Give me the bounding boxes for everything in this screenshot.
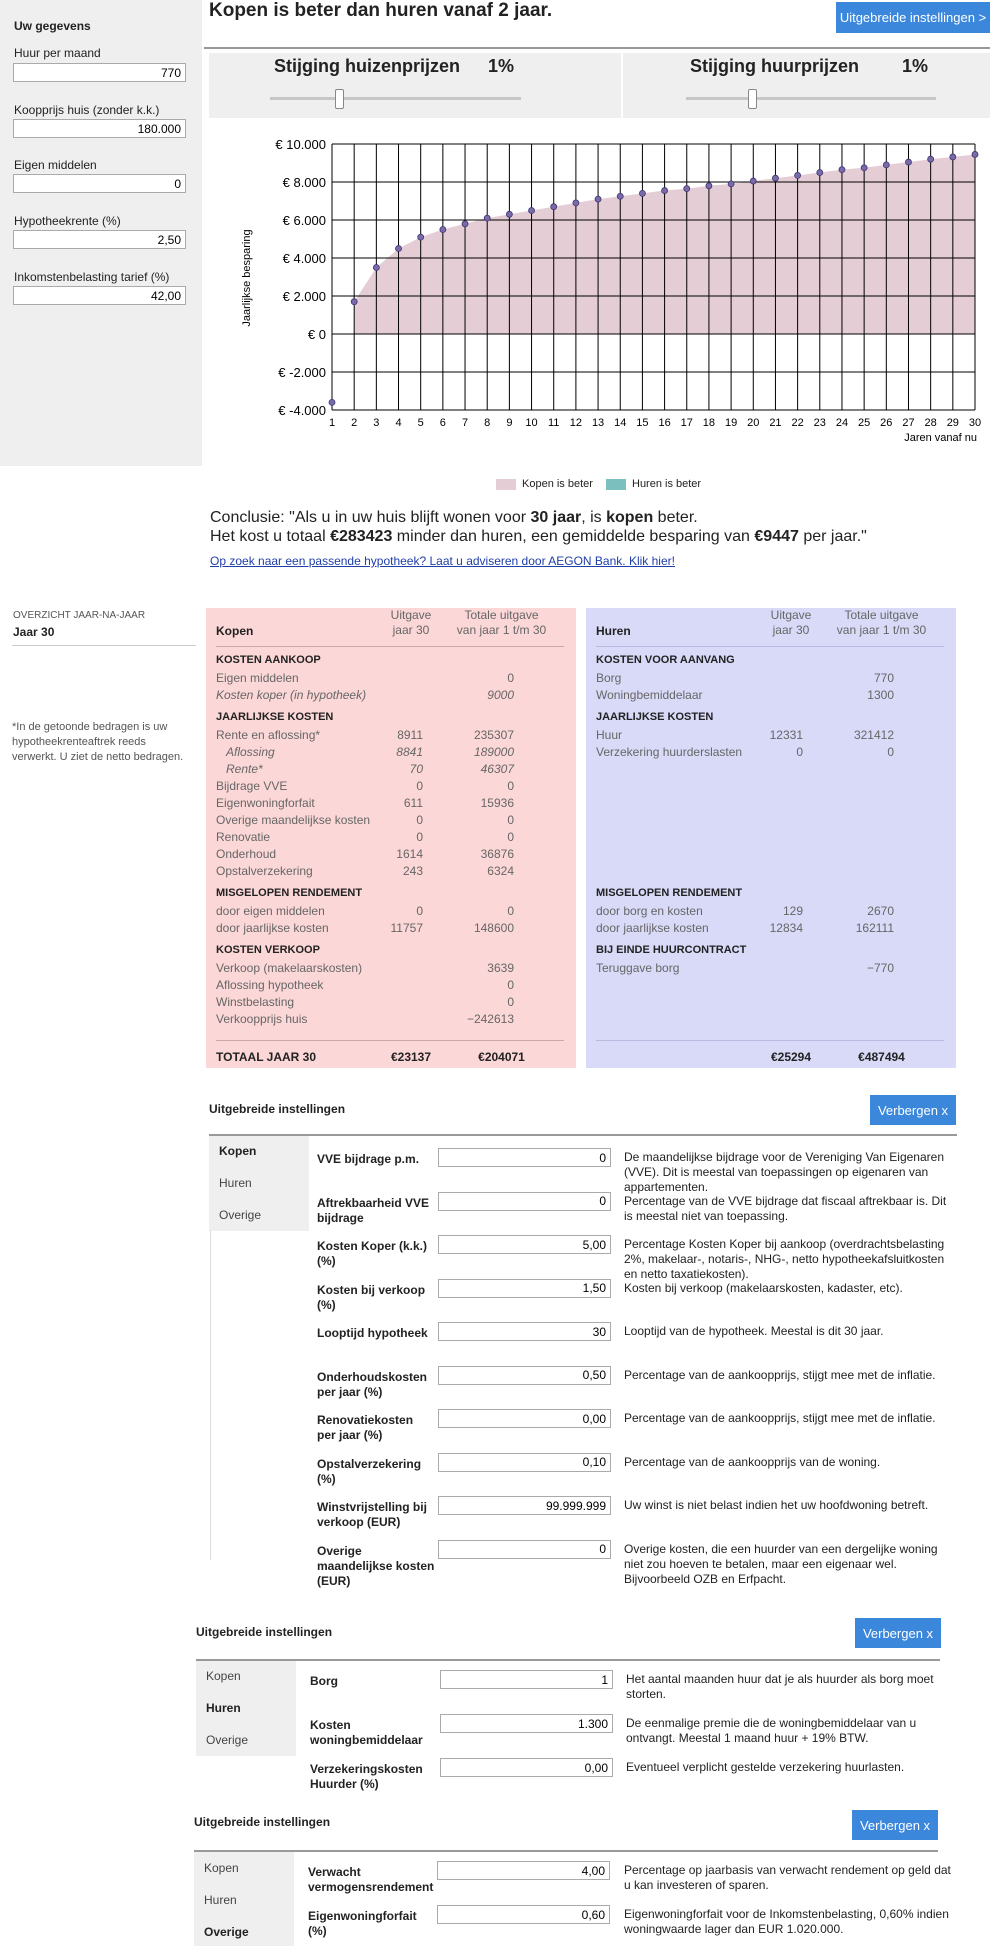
tax-input[interactable]	[13, 286, 186, 305]
buy-header-divider	[216, 646, 564, 647]
buy-row-label: Verkoopprijs huis	[216, 1012, 308, 1026]
rent-row-label: door borg en kosten	[596, 904, 703, 918]
x-tick-label: 8	[484, 417, 491, 429]
data-point	[861, 165, 867, 171]
buy-total-year: €23137	[390, 1050, 432, 1064]
savings-chart	[228, 128, 990, 458]
buy-row-total: 0	[507, 671, 514, 685]
buy-row-label: Aflossing	[226, 745, 275, 759]
data-point	[373, 265, 379, 271]
conclusion-average: €9447	[754, 528, 799, 545]
setting-input[interactable]	[438, 1366, 611, 1385]
buy-row-label: Renovatie	[216, 830, 271, 844]
tab-overige[interactable]: Overige	[204, 1925, 249, 1939]
rent-panel-title: Huren	[596, 624, 631, 638]
setting-input[interactable]	[438, 1540, 611, 1559]
buy-row-label: Opstalverzekering	[216, 864, 313, 878]
setting-input[interactable]	[438, 1235, 611, 1254]
buy-section-heading: KOSTEN AANKOOP	[216, 654, 321, 666]
setting-description: Percentage op jaarbasis van verwacht rendement op geld dat u kan investeren of sparen.	[624, 1863, 951, 1892]
advanced-rent-hide-button[interactable]: Verbergen x	[855, 1618, 941, 1648]
rent-col-year	[756, 608, 826, 638]
data-point	[684, 186, 690, 192]
x-tick-label: 28	[924, 417, 937, 429]
sidebar-title: Uw gegevens	[14, 19, 91, 33]
data-point	[706, 183, 712, 189]
rent-row-total: 1300	[867, 688, 894, 702]
x-tick-label: 26	[880, 417, 893, 429]
house-price-slider-value: 1%	[488, 56, 515, 76]
conclusion-part: , is	[581, 509, 607, 526]
advanced-other-divider	[194, 1850, 938, 1852]
buy-row-total: 9000	[487, 688, 514, 702]
buy-row-total: 0	[507, 995, 514, 1009]
advanced-rent-tabs	[196, 1661, 296, 1756]
header-divider	[204, 47, 990, 49]
x-tick-label: 14	[614, 417, 627, 429]
data-point	[529, 208, 535, 214]
buy-row-total: 0	[507, 830, 514, 844]
data-point	[795, 172, 801, 178]
tab-kopen[interactable]: Kopen	[219, 1144, 257, 1158]
conclusion-total: €283423	[330, 528, 393, 545]
advanced-rent-title: Uitgebreide instellingen	[196, 1625, 333, 1639]
setting-input[interactable]	[440, 1670, 613, 1689]
data-point	[595, 196, 601, 202]
rent-slider-track[interactable]	[686, 97, 936, 100]
setting-label: Kosten Koper (k.k.) (%)	[317, 1239, 428, 1268]
data-point	[772, 175, 778, 181]
input-sidebar	[0, 0, 202, 466]
rent-row-year: 129	[782, 904, 803, 918]
x-tick-label: 1	[328, 417, 336, 429]
conclusion-part: Conclusie: "Als u in uw huis blijft wonen voor	[210, 509, 531, 526]
setting-description: Het aantal maanden huur dat je als huurder als borg moet storten.	[626, 1672, 934, 1701]
setting-description: Kosten bij verkoop (makelaarskosten, kadaster, etc).	[624, 1280, 903, 1295]
setting-label: Kosten bij verkoop (%)	[317, 1282, 426, 1312]
setting-label: Renovatiekosten per jaar (%)	[317, 1413, 414, 1442]
buy-row-total: 36876	[480, 847, 514, 861]
rent-col-total	[829, 608, 934, 638]
setting-input[interactable]	[438, 1409, 611, 1428]
legend-item-buy	[496, 478, 593, 490]
page-headline: Kopen is beter dan huren vanaf 2 jaar.	[209, 0, 553, 21]
rent-slider-box	[623, 53, 990, 118]
buy-cost-panel	[206, 608, 576, 1068]
x-tick-label: 22	[791, 417, 804, 429]
rent-slider-value: 1%	[902, 56, 929, 76]
buy-row-label: Verkoop (makelaarskosten)	[216, 961, 363, 975]
buy-row-label: door eigen middelen	[216, 904, 325, 918]
own-funds-input[interactable]	[13, 174, 186, 193]
advanced-buy-hide-button[interactable]: Verbergen x	[870, 1095, 956, 1125]
rent-row-total: −770	[866, 961, 894, 975]
advanced-buy-tab-border	[210, 1230, 211, 1560]
legend-swatch-buy	[496, 479, 516, 490]
setting-label: Borg	[310, 1674, 338, 1688]
setting-label: Opstalverzekering (%)	[317, 1456, 422, 1486]
buy-row-label: Rente en aflossing*	[216, 728, 321, 742]
conclusion-part: beter.	[653, 509, 698, 526]
rent-row-label: Borg	[596, 671, 622, 685]
setting-label: VVE bijdrage p.m.	[317, 1152, 420, 1166]
buy-row-total: −242613	[466, 1012, 514, 1026]
advanced-buy-divider	[209, 1134, 957, 1136]
x-tick-label: 16	[658, 417, 671, 429]
buy-row-label: Bijdrage VVE	[216, 779, 288, 793]
buy-row-label: Overige maandelijkse kosten	[216, 813, 371, 827]
y-tick-label: € 6.000	[282, 213, 326, 228]
overview-caption: OVERZICHT JAAR-NA-JAAR	[13, 610, 146, 621]
house-price-slider-title: Stijging huizenprijzen	[274, 56, 460, 76]
setting-input[interactable]	[438, 1192, 611, 1211]
conclusion-years: 30 jaar	[530, 509, 582, 526]
buy-total-divider	[216, 1040, 564, 1041]
setting-input[interactable]	[437, 1905, 610, 1924]
tab-huren[interactable]: Huren	[219, 1176, 252, 1190]
buy-col-year	[376, 608, 446, 638]
data-point	[928, 156, 934, 162]
buy-total-all: €204071	[478, 1050, 525, 1064]
overview-year[interactable]: Jaar 30	[13, 625, 55, 639]
conclusion-part: minder dan huren, een gemiddelde besparing van	[392, 528, 755, 545]
setting-description: Overige kosten, die een huurder van een dergelijke woning niet zou hoeven te betalen, maar een eigenaar wel. Bijvoorbeeld OZB en Erfpacht.	[624, 1541, 938, 1586]
house-price-slider-track[interactable]	[270, 97, 521, 100]
advanced-settings-button[interactable]: Uitgebreide instellingen >	[836, 2, 990, 33]
conclusion-text	[210, 508, 867, 546]
house-price-slider-handle[interactable]	[335, 89, 344, 109]
rent-row-total: 2670	[867, 904, 894, 918]
rent-row-year: 12331	[769, 728, 803, 742]
buy-row-total: 0	[507, 813, 514, 827]
data-point	[484, 215, 490, 221]
buy-row-year: 1614	[396, 847, 423, 861]
setting-label: Onderhoudskosten per jaar (%)	[317, 1369, 428, 1399]
data-point	[617, 193, 623, 199]
rent-total-year: €25294	[770, 1050, 812, 1064]
y-tick-label: € 4.000	[282, 251, 326, 266]
setting-description: Eigenwoningforfait voor de Inkomstenbelasting, 0,60% indien woningwaarde lager dan EUR 1.020.000.	[624, 1907, 949, 1936]
buy-col-total-label: Totale uitgave van jaar 1 t/m 30	[456, 608, 547, 637]
setting-description: De eenmalige premie die de woningbemiddelaar van u ontvangt. Meestal 1 maand huur + 19% BTW.	[626, 1716, 917, 1745]
buy-col-year-label: Uitgave jaar 30	[390, 608, 432, 637]
setting-description: Eventueel verplicht gestelde verzekering huurlasten.	[626, 1760, 905, 1774]
data-point	[329, 399, 335, 405]
buy-section-heading: KOSTEN VERKOOP	[216, 944, 320, 956]
rent-row-total: 321412	[853, 728, 894, 742]
y-tick-label: € -4.000	[278, 403, 326, 418]
x-tick-label: 18	[702, 417, 716, 429]
x-tick-label: 19	[724, 417, 738, 429]
interest-input[interactable]	[13, 230, 186, 249]
rent-cost-panel	[586, 608, 956, 1068]
buy-row-label: door jaarlijkse kosten	[216, 921, 329, 935]
overview-note: *In de getoonde bedragen is uw hypotheekrenteaftrek reeds verwerkt. U ziet de netto bedragen.	[12, 721, 184, 763]
buy-row-label: Eigenwoningforfait	[216, 796, 315, 810]
legend-item-rent	[606, 478, 701, 490]
y-axis-label: Jaarlijkse besparing	[241, 229, 253, 327]
tab-overige[interactable]: Overige	[206, 1733, 249, 1747]
buy-row-label: Onderhoud	[216, 847, 277, 861]
x-tick-label: 30	[968, 417, 982, 429]
data-point	[418, 234, 424, 240]
buy-row-total: 0	[507, 978, 514, 992]
setting-description: Percentage van de aankoopprijs van de woning.	[624, 1454, 881, 1469]
data-point	[728, 181, 734, 187]
data-point	[905, 159, 911, 165]
setting-input[interactable]	[437, 1861, 610, 1880]
buy-row-year: 8911	[397, 728, 423, 742]
rent-total-divider	[596, 1040, 944, 1041]
buy-row-total: 6324	[487, 864, 514, 878]
data-point	[639, 190, 645, 196]
buy-row-total: 0	[507, 779, 514, 793]
legend-swatch-rent	[606, 479, 626, 490]
buy-row-total: 46307	[480, 762, 514, 776]
x-tick-label: 12	[569, 417, 583, 429]
advanced-buy-tabs	[209, 1136, 309, 1231]
buy-row-total: 148600	[473, 921, 514, 935]
data-point	[351, 299, 357, 305]
x-tick-label: 15	[636, 417, 649, 429]
buy-row-year: 0	[416, 813, 423, 827]
setting-input[interactable]	[438, 1148, 611, 1167]
conclusion-part: per jaar."	[798, 528, 867, 545]
data-point	[839, 167, 845, 173]
rent-row-label: Teruggave borg	[596, 961, 680, 975]
interest-label: Hypotheekrente (%)	[14, 214, 121, 228]
data-point	[440, 227, 446, 233]
rent-label: Huur per maand	[14, 46, 101, 60]
setting-input[interactable]	[438, 1279, 611, 1298]
buy-row-year: 0	[416, 779, 423, 793]
x-tick-label: 17	[680, 417, 693, 429]
rent-col-total-label: Totale uitgave van jaar 1 t/m 30	[836, 608, 927, 637]
setting-description: Percentage Kosten Koper bij aankoop (overdrachtsbelasting 2%, makelaar-, notaris-, NHG-, netto hypotheekafsluitkosten en netto taxatiekosten).	[624, 1237, 945, 1281]
setting-input[interactable]	[438, 1453, 611, 1472]
x-tick-label: 4	[395, 417, 402, 429]
setting-input[interactable]	[440, 1714, 613, 1733]
x-tick-label: 10	[525, 417, 538, 429]
buy-row-label: Aflossing hypotheek	[216, 978, 324, 992]
x-tick-label: 25	[858, 417, 871, 429]
setting-description: Percentage van de aankoopprijs, stijgt mee met de inflatie.	[624, 1367, 936, 1382]
data-point	[883, 162, 889, 168]
setting-label: Aftrekbaarheid VVE bijdrage	[317, 1195, 430, 1225]
rent-row-label: Verzekering huurderslasten	[596, 745, 743, 759]
y-tick-label: € 0	[307, 327, 326, 342]
setting-label: Verwacht vermogensrendement	[308, 1865, 434, 1894]
buy-row-year: 611	[403, 796, 423, 810]
buy-row-label: Winstbelasting	[216, 995, 295, 1009]
data-point	[462, 221, 468, 227]
buy-row-year: 243	[402, 864, 423, 878]
buy-row-year: 8841	[396, 745, 423, 759]
buy-section-heading: MISGELOPEN RENDEMENT	[216, 887, 363, 899]
data-point	[662, 188, 668, 194]
conclusion-choice: kopen	[606, 509, 654, 526]
x-tick-label: 20	[747, 417, 760, 429]
data-point	[396, 246, 402, 252]
setting-description: Looptijd van de hypotheek. Meestal is dit 30 jaar.	[624, 1324, 884, 1338]
rent-input[interactable]	[13, 63, 186, 82]
x-tick-label: 21	[769, 417, 782, 429]
buy-row-label: Kosten koper (in hypotheek)	[216, 688, 367, 702]
y-tick-label: € 8.000	[282, 175, 326, 190]
setting-label: Eigenwoningforfait (%)	[308, 1909, 417, 1938]
advanced-other-tabs	[194, 1852, 294, 1946]
data-point	[817, 170, 823, 176]
setting-description: Uw winst is niet belast indien het uw hoofdwoning betreft.	[624, 1498, 929, 1512]
data-point	[750, 178, 756, 184]
x-tick-label: 24	[835, 417, 849, 429]
rent-row-total: 0	[887, 745, 894, 759]
data-point	[551, 204, 557, 210]
setting-input[interactable]	[438, 1496, 611, 1515]
rent-section-heading: KOSTEN VOOR AANVANG	[596, 654, 735, 666]
setting-input[interactable]	[438, 1322, 611, 1341]
buy-col-total	[449, 608, 554, 638]
data-point	[573, 200, 579, 206]
buy-row-total: 3639	[487, 961, 514, 975]
advanced-buy-title: Uitgebreide instellingen	[209, 1102, 346, 1116]
rent-row-year: 12834	[769, 921, 803, 935]
tab-huren[interactable]: Huren	[206, 1701, 241, 1715]
rent-section-heading: MISGELOPEN RENDEMENT	[596, 887, 743, 899]
rent-header-divider	[596, 646, 944, 647]
y-tick-label: € 10.000	[275, 137, 326, 152]
rent-slider-title: Stijging huurprijzen	[690, 56, 859, 76]
rent-total-all: €487494	[858, 1050, 905, 1064]
buy-total-label: TOTAAL JAAR 30	[216, 1050, 317, 1064]
buy-row-year: 11757	[390, 921, 423, 935]
house-price-slider-box	[209, 53, 621, 118]
rent-slider-handle[interactable]	[748, 89, 757, 109]
setting-label: Overige maandelijkse kosten (EUR)	[317, 1543, 435, 1588]
y-tick-label: € -2.000	[278, 365, 326, 380]
buy-section-heading: JAARLIJKSE KOSTEN	[216, 711, 334, 723]
rent-row-label: Huur	[596, 728, 623, 742]
data-point	[972, 151, 978, 157]
rent-col-year-label: Uitgave jaar 30	[770, 608, 812, 637]
x-tick-label: 7	[461, 417, 469, 429]
rent-row-total: 162111	[855, 921, 894, 935]
advanced-other-hide-button[interactable]: Verbergen x	[852, 1810, 938, 1840]
x-tick-label: 29	[946, 417, 959, 429]
rent-row-label: Woningbemiddelaar	[596, 688, 703, 702]
buy-row-total: 15936	[480, 796, 514, 810]
buy-row-label: Rente*	[226, 762, 263, 776]
buy-row-year: 0	[416, 830, 423, 844]
tab-kopen[interactable]: Kopen	[204, 1861, 239, 1875]
setting-label: Looptijd hypotheek	[317, 1326, 428, 1340]
conclusion-part: Het kost u totaal	[210, 528, 331, 545]
x-tick-label: 3	[373, 417, 380, 429]
tax-label: Inkomstenbelasting tarief (%)	[14, 270, 170, 284]
setting-description: De maandelijkse bijdrage voor de Vereniging Van Eigenaren (VVE). Dit is meestal van toepassingen op eigenaren van appartementen.	[624, 1150, 944, 1194]
buy-row-total: 189000	[473, 745, 514, 759]
buy-row-total: 235307	[473, 728, 514, 742]
price-input[interactable]	[13, 119, 186, 138]
data-point	[950, 154, 956, 160]
buy-row-year: 0	[416, 904, 423, 918]
data-point	[506, 211, 512, 217]
x-tick-label: 13	[591, 417, 605, 429]
rent-section-heading: JAARLIJKSE KOSTEN	[596, 711, 714, 723]
mortgage-advice-link[interactable]: Op zoek naar een passende hypotheek? Laat u adviseren door AEGON Bank. Klik hier!	[210, 554, 675, 568]
buy-row-total: 0	[507, 904, 514, 918]
buy-row-label: Eigen middelen	[216, 671, 299, 685]
x-tick-label: 5	[417, 417, 424, 429]
x-tick-label: 2	[351, 417, 358, 429]
x-tick-label: 27	[902, 417, 915, 429]
rent-row-label: door jaarlijkse kosten	[596, 921, 709, 935]
buy-panel-title: Kopen	[216, 624, 254, 638]
legend-label-buy: Kopen is beter	[522, 478, 593, 490]
setting-description: Percentage van de VVE bijdrage dat fiscaal aftrekbaar is. Dit is meestal niet van toepassing.	[624, 1193, 947, 1223]
tab-kopen[interactable]: Kopen	[206, 1669, 241, 1683]
advanced-other-title: Uitgebreide instellingen	[194, 1815, 331, 1829]
setting-label: Kosten woningbemiddelaar	[310, 1718, 423, 1747]
x-tick-label: 6	[439, 417, 446, 429]
rent-row-total: 770	[873, 671, 894, 685]
price-label: Koopprijs huis (zonder k.k.)	[14, 103, 160, 117]
overview-divider	[12, 645, 196, 646]
setting-input[interactable]	[440, 1758, 613, 1777]
rent-row-year: 0	[796, 745, 803, 759]
x-tick-label: 23	[813, 417, 826, 429]
rent-section-heading: BIJ EINDE HUURCONTRACT	[596, 944, 747, 956]
setting-label: Winstvrijstelling bij verkoop (EUR)	[317, 1500, 427, 1529]
legend-label-rent: Huren is beter	[632, 478, 702, 490]
advanced-rent-divider	[196, 1659, 940, 1661]
own-funds-label: Eigen middelen	[14, 158, 97, 172]
setting-description: Percentage van de aankoopprijs, stijgt mee met de inflatie.	[624, 1411, 936, 1425]
x-tick-label: 9	[506, 417, 513, 429]
x-axis-label: Jaren vanaf nu	[904, 432, 977, 444]
setting-label: Verzekeringskosten Huurder (%)	[310, 1762, 423, 1791]
x-tick-label: 11	[548, 417, 560, 429]
y-tick-label: € 2.000	[282, 289, 326, 304]
buy-row-year: 70	[409, 762, 423, 776]
tab-overige[interactable]: Overige	[219, 1208, 262, 1222]
tab-huren[interactable]: Huren	[204, 1893, 237, 1907]
